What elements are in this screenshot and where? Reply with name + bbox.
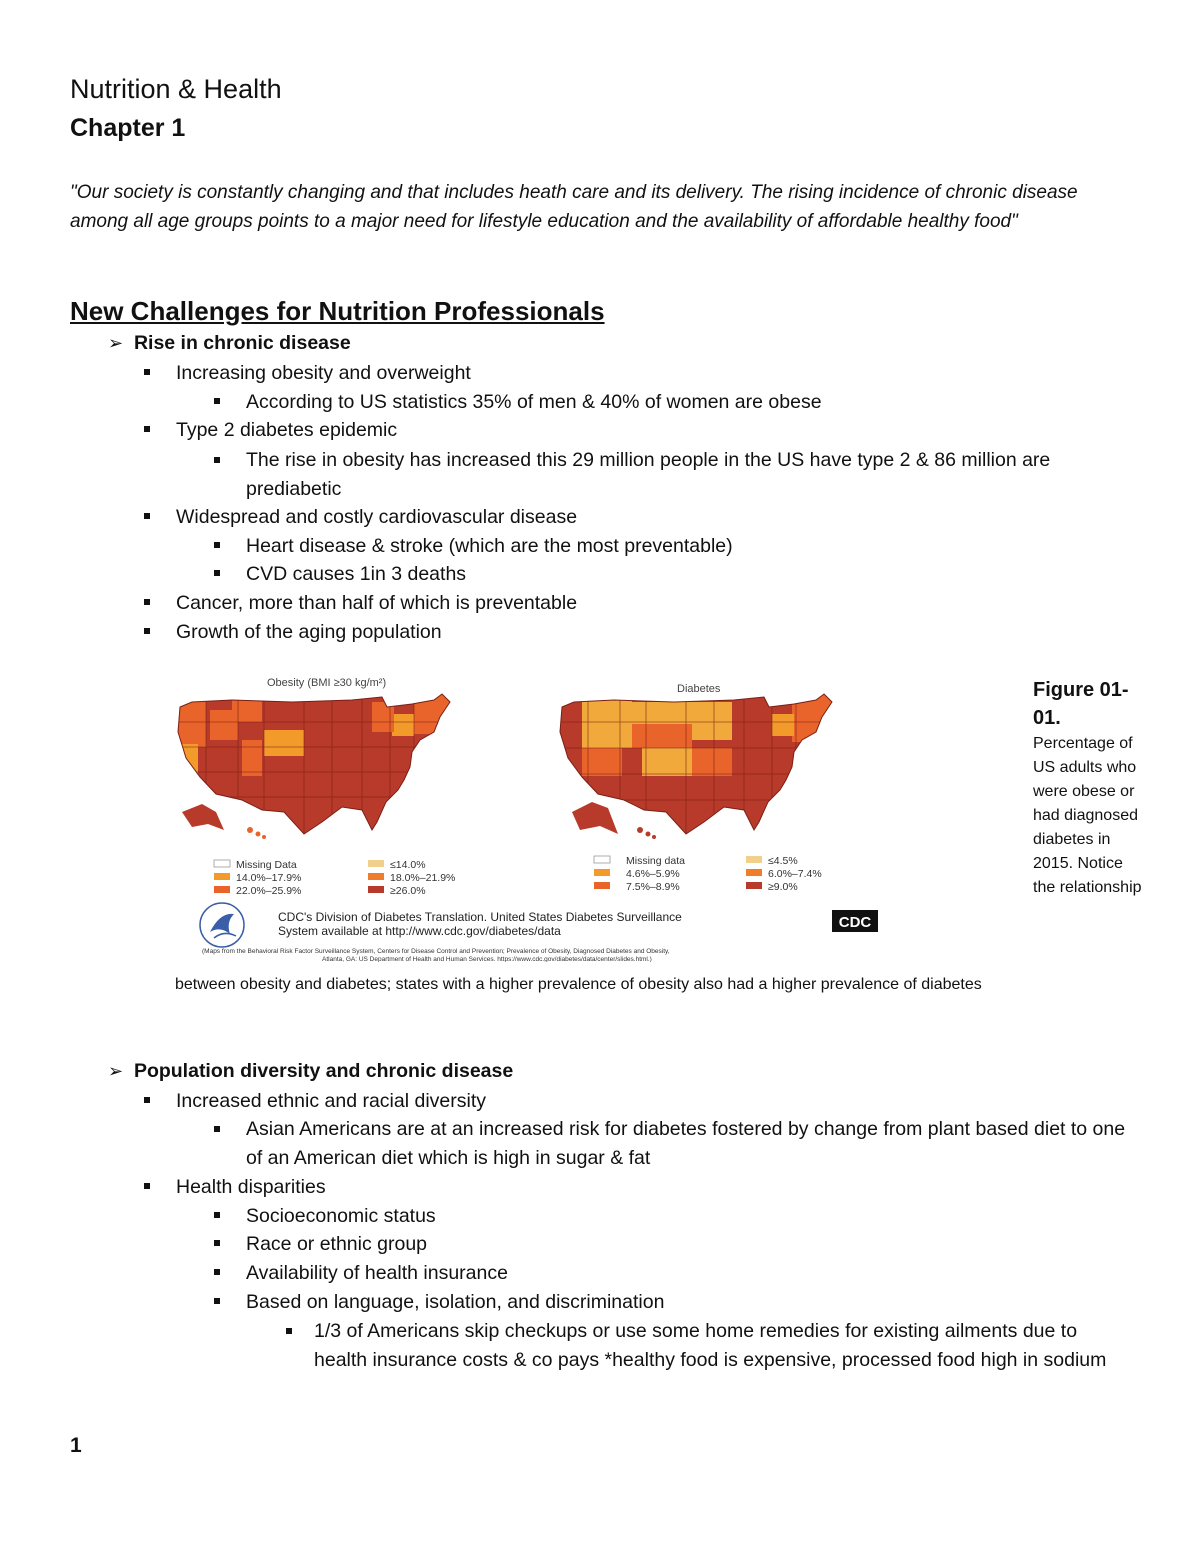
svg-text:≥9.0%: ≥9.0%: [768, 881, 798, 893]
arrow-bullet-icon: ➢: [108, 333, 124, 353]
square-bullet-icon: [286, 1328, 292, 1334]
section1-heading: Rise in chronic disease: [133, 332, 351, 354]
square-bullet-icon: [144, 513, 150, 519]
credit-line-2: Atlanta, GA: US Department of Health and Human Services. https://www.cdc.gov/diabetes/data/center/slides.html.): [322, 956, 652, 962]
svg-text:22.0%–25.9%: 22.0%–25.9%: [236, 885, 302, 897]
svg-text:≥26.0%: ≥26.0%: [390, 885, 426, 897]
list-item: Asian Americans are at an increased risk for diabetes fostered by change from plant based diet to one of an American diet which is high in sugar & fat: [214, 1115, 1124, 1173]
list-item: 1/3 of Americans skip checkups or use some home remedies for existing ailments due to health insurance costs & co pays *healthy food is expensive, processed food high in sodium: [286, 1317, 1126, 1375]
list-item: Cancer, more than half of which is preventable: [144, 589, 150, 618]
square-bullet-icon: [214, 457, 220, 463]
figure-caption: [1033, 676, 1143, 900]
section-heading: New Challenges for Nutrition Professionals: [70, 296, 605, 326]
svg-text:7.5%–8.9%: 7.5%–8.9%: [626, 881, 680, 893]
square-bullet-icon: [214, 1212, 220, 1218]
section2-heading: Population diversity and chronic disease: [133, 1060, 514, 1082]
list-item: Availability of health insurance: [214, 1259, 220, 1288]
square-bullet-icon: [214, 1298, 220, 1304]
caption-continuation: between obesity and diabetes; states with a higher prevalence of obesity also had a higher prevalence of diabetes: [175, 976, 982, 993]
map1-title: Obesity (BMI ≥30 kg/m²): [267, 677, 387, 689]
square-bullet-icon: [144, 1183, 150, 1189]
list-item: Increased ethnic and racial diversity: [144, 1087, 150, 1116]
list-item: Health disparities: [144, 1173, 150, 1202]
list-item: Heart disease & stroke (which are the most preventable): [214, 532, 220, 561]
svg-text:Missing Data: Missing Data: [236, 859, 297, 871]
square-bullet-icon: [144, 426, 150, 432]
svg-text:CDC: CDC: [838, 914, 872, 931]
diabetes-legend: [594, 855, 822, 893]
square-bullet-icon: [144, 1097, 150, 1103]
svg-text:14.0%–17.9%: 14.0%–17.9%: [236, 872, 302, 884]
square-bullet-icon: [144, 369, 150, 375]
page-number: 1: [70, 1434, 82, 1457]
obesity-legend: [214, 859, 455, 897]
list-item: Type 2 diabetes epidemic: [144, 416, 150, 445]
square-bullet-icon: [214, 570, 220, 576]
list-item: Widespread and costly cardiovascular disease: [144, 503, 150, 532]
svg-text:≤4.5%: ≤4.5%: [768, 855, 798, 867]
list-item: According to US statistics 35% of men & 40% of women are obese: [214, 388, 220, 417]
list-item: CVD causes 1in 3 deaths: [214, 560, 220, 589]
list-item: Race or ethnic group: [214, 1230, 220, 1259]
square-bullet-icon: [214, 1269, 220, 1275]
caption-text: Percentage of US adults who were obese or had diagnosed diabetes in 2015. Notice the relationship: [1033, 735, 1142, 896]
source-line-2: System available at http://www.cdc.gov/diabetes/data: [278, 924, 561, 938]
square-bullet-icon: [214, 542, 220, 548]
list-heading: [108, 1057, 513, 1086]
list-item: Socioeconomic status: [214, 1202, 220, 1231]
document-title: Nutrition & Health: [70, 74, 282, 104]
square-bullet-icon: [144, 599, 150, 605]
square-bullet-icon: [214, 398, 220, 404]
list-item: Based on language, isolation, and discrimination: [214, 1288, 220, 1317]
source-line-1: CDC's Division of Diabetes Translation. United States Diabetes Surveillance: [278, 910, 682, 924]
hhs-eagle-logo: [200, 903, 244, 947]
list-item: Increasing obesity and overweight: [144, 359, 150, 388]
figure-maps: [172, 662, 887, 962]
list-heading: [108, 329, 351, 358]
list-item: Growth of the aging population: [144, 618, 150, 647]
alaska-shape-1: [182, 804, 224, 830]
credit-line-1: (Maps from the Behavioral Risk Factor Surveillance System, Centers for Disease Control and Prevention; Prevalence of Obesity, Diagnosed Diabetes and Obesity,: [202, 948, 670, 955]
alaska-shape-2: [572, 802, 618, 834]
svg-text:4.6%–5.9%: 4.6%–5.9%: [626, 868, 680, 880]
chapter-heading: Chapter 1: [70, 114, 186, 142]
square-bullet-icon: [214, 1126, 220, 1132]
square-bullet-icon: [144, 628, 150, 634]
caption-label: Figure 01-01.: [1033, 679, 1129, 729]
map2-title: Diabetes: [677, 683, 721, 695]
arrow-bullet-icon: ➢: [108, 1061, 124, 1081]
intro-quote: "Our society is constantly changing and that includes heath care and its delivery. The rising incidence of chronic disease among all age groups points to a major need for lifestyle education and the availability of affordable healthy food": [70, 182, 1078, 232]
svg-text:≤14.0%: ≤14.0%: [390, 859, 426, 871]
svg-text:18.0%–21.9%: 18.0%–21.9%: [390, 872, 456, 884]
svg-text:6.0%–7.4%: 6.0%–7.4%: [768, 868, 822, 880]
cdc-logo: [832, 910, 878, 932]
list-item: The rise in obesity has increased this 29 million people in the US have type 2 & 86 million are prediabetic: [214, 446, 1114, 504]
square-bullet-icon: [214, 1240, 220, 1246]
svg-text:Missing data: Missing data: [626, 855, 685, 867]
